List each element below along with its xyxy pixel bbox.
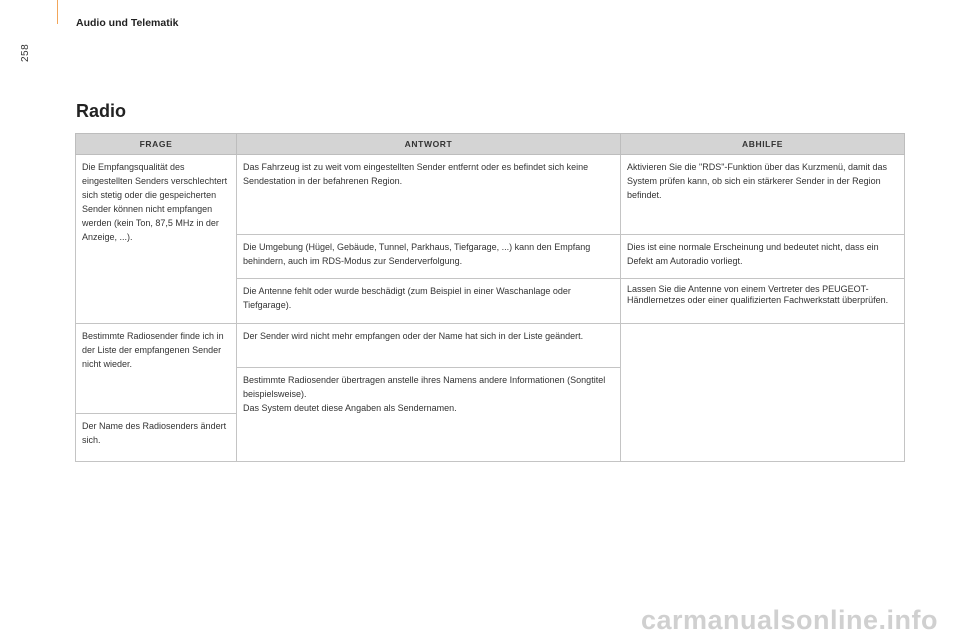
section-marker [57,0,58,24]
table-header-row [76,134,905,155]
page-number: 258 [20,43,31,62]
answer-cell: Die Antenne fehlt oder wurde beschädigt (zum Beispiel in einer Waschanlage oder Tiefgarage). [237,279,621,324]
section-header: Audio und Telematik [76,17,179,29]
answer-cell: Der Sender wird nicht mehr empfangen oder der Name hat sich in der Liste geändert. [237,324,621,368]
page-title: Radio [76,101,127,121]
question-cell: Der Name des Radiosenders ändert sich. [76,414,237,462]
remedy-cell-empty [621,324,905,462]
question-cell: Die Empfangsqualität des eingestellten Senders verschlechtert sich stetig oder die gespeicherten Sender können nicht empfangen werden (kein Ton, 87,5 MHz in der Anzeige, ...). [76,155,237,324]
column-header-antwort: ANTWORT [237,134,621,155]
column-header-abhilfe: ABHILFE [621,134,905,155]
remedy-cell: Dies ist eine normale Erscheinung und bedeutet nicht, dass ein Defekt am Autoradio vorliegt. [621,235,905,279]
watermark: carmanualsonline.info [640,605,938,635]
faq-table [75,133,905,462]
column-header-frage: FRAGE [76,134,237,155]
answer-cell: Das Fahrzeug ist zu weit vom eingestellten Sender entfernt oder es befindet sich keine Sendestation in der befahrenen Region. [237,155,621,235]
answer-cell: Die Umgebung (Hügel, Gebäude, Tunnel, Parkhaus, Tiefgarage, ...) kann den Empfang behindern, auch im RDS-Modus zur Senderverfolgung. [237,235,621,279]
question-cell: Bestimmte Radiosender finde ich in der Liste der empfangenen Sender nicht wieder. [76,324,237,414]
remedy-cell: Lassen Sie die Antenne von einem Vertreter des PEUGEOT-Händlernetzes oder einer qualifizierten Fachwerkstatt überprüfen. [621,279,905,324]
table-row [76,155,905,235]
table-row [76,324,905,368]
remedy-cell: Aktivieren Sie die "RDS"-Funktion über das Kurzmenü, damit das System prüfen kann, ob sich ein stärkerer Sender in der Region befindet. [621,155,905,235]
answer-cell: Bestimmte Radiosender übertragen anstelle ihres Namens andere Informationen (Songtitel beispielsweise). Das System deutet diese Angaben als Sendernamen. [237,368,621,462]
